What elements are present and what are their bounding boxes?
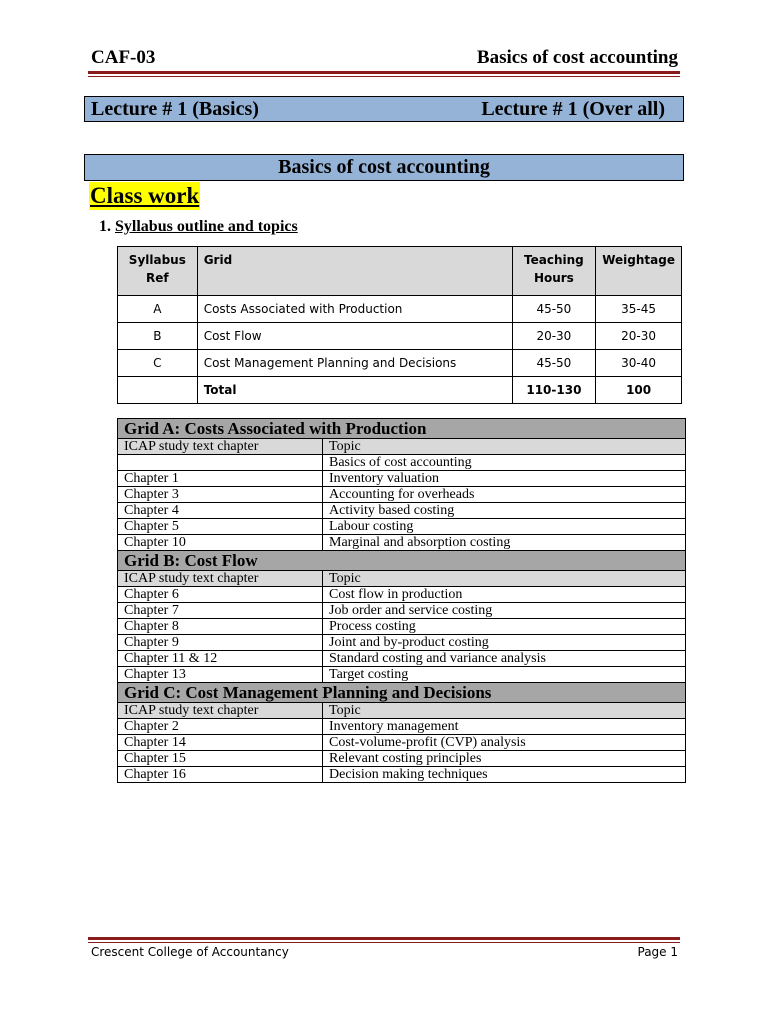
grid-title: Grid A: Costs Associated with Production bbox=[118, 419, 686, 439]
cell-chapter: Chapter 3 bbox=[118, 487, 323, 503]
cell-total-weight: 100 bbox=[596, 377, 682, 404]
table-row bbox=[118, 651, 686, 667]
cell-chapter: Chapter 14 bbox=[118, 735, 323, 751]
cell-topic: Accounting for overheads bbox=[323, 487, 686, 503]
cell-hours: 45-50 bbox=[512, 296, 596, 323]
cell-chapter: Chapter 13 bbox=[118, 667, 323, 683]
col-chapter: ICAP study text chapter bbox=[118, 439, 323, 455]
table-row bbox=[118, 735, 686, 751]
cell-chapter: Chapter 2 bbox=[118, 719, 323, 735]
cell-chapter: Chapter 8 bbox=[118, 619, 323, 635]
section-title: Basics of cost accounting bbox=[84, 154, 684, 181]
cell-ref: A bbox=[118, 296, 198, 323]
table-row bbox=[118, 487, 686, 503]
col-topic: Topic bbox=[323, 703, 686, 719]
grid-b-header bbox=[118, 551, 686, 571]
lecture-bar bbox=[84, 96, 684, 122]
table-row bbox=[118, 323, 682, 350]
cell-topic: Cost-volume-profit (CVP) analysis bbox=[323, 735, 686, 751]
col-chapter: ICAP study text chapter bbox=[118, 703, 323, 719]
cell-topic: Marginal and absorption costing bbox=[323, 535, 686, 551]
col-grid: Grid bbox=[197, 247, 512, 296]
cell-total-label: Total bbox=[197, 377, 512, 404]
cell-grid: Costs Associated with Production bbox=[197, 296, 512, 323]
list-item-syllabus bbox=[99, 218, 298, 236]
table-row bbox=[118, 667, 686, 683]
cell-hours: 45-50 bbox=[512, 350, 596, 377]
cell-chapter: Chapter 1 bbox=[118, 471, 323, 487]
table-row bbox=[118, 751, 686, 767]
cell-topic: Joint and by-product costing bbox=[323, 635, 686, 651]
grid-title: Grid C: Cost Management Planning and Decisions bbox=[118, 683, 686, 703]
cell-chapter: Chapter 6 bbox=[118, 587, 323, 603]
table-row bbox=[118, 603, 686, 619]
cell-chapter: Chapter 4 bbox=[118, 503, 323, 519]
table-row bbox=[118, 535, 686, 551]
cell-chapter: Chapter 15 bbox=[118, 751, 323, 767]
cell-topic: Decision making techniques bbox=[323, 767, 686, 783]
table-row-total bbox=[118, 377, 682, 404]
cell-topic: Process costing bbox=[323, 619, 686, 635]
table-row bbox=[118, 503, 686, 519]
cell-topic: Activity based costing bbox=[323, 503, 686, 519]
table-row bbox=[118, 587, 686, 603]
cell-weight: 35-45 bbox=[596, 296, 682, 323]
syllabus-header-row bbox=[118, 247, 682, 296]
cell-chapter: Chapter 5 bbox=[118, 519, 323, 535]
cell-chapter: Chapter 10 bbox=[118, 535, 323, 551]
cell-chapter bbox=[118, 455, 323, 471]
list-title: Syllabus outline and topics bbox=[115, 218, 298, 235]
footer-rule bbox=[88, 937, 680, 940]
cell-hours: 20-30 bbox=[512, 323, 596, 350]
col-syllabus-ref: Syllabus Ref bbox=[118, 247, 198, 296]
cell-topic: Cost flow in production bbox=[323, 587, 686, 603]
cell-weight: 20-30 bbox=[596, 323, 682, 350]
cell-chapter: Chapter 7 bbox=[118, 603, 323, 619]
cell-topic: Target costing bbox=[323, 667, 686, 683]
classwork-heading: Class work bbox=[90, 183, 200, 208]
cell-chapter: Chapter 16 bbox=[118, 767, 323, 783]
header-rule bbox=[88, 71, 680, 74]
footer-college: Crescent College of Accountancy bbox=[91, 945, 289, 959]
table-row bbox=[118, 519, 686, 535]
table-row bbox=[118, 635, 686, 651]
col-topic: Topic bbox=[323, 571, 686, 587]
table-row bbox=[118, 455, 686, 471]
col-chapter: ICAP study text chapter bbox=[118, 571, 323, 587]
table-row bbox=[118, 471, 686, 487]
lecture-overall: Lecture # 1 (Over all) bbox=[481, 98, 665, 120]
cell-topic: Relevant costing principles bbox=[323, 751, 686, 767]
header-course-code: CAF-03 bbox=[91, 47, 156, 68]
cell-chapter: Chapter 9 bbox=[118, 635, 323, 651]
grid-c-header bbox=[118, 683, 686, 703]
header-topic: Basics of cost accounting bbox=[476, 47, 678, 68]
col-topic: Topic bbox=[323, 439, 686, 455]
lecture-basics: Lecture # 1 (Basics) bbox=[91, 98, 259, 120]
cell-topic: Labour costing bbox=[323, 519, 686, 535]
list-number: 1. bbox=[99, 218, 111, 235]
grid-subheader bbox=[118, 703, 686, 719]
header-rule-thin bbox=[88, 76, 680, 77]
footer-rule-thin bbox=[88, 942, 680, 943]
grid-subheader bbox=[118, 439, 686, 455]
cell-total-hours: 110-130 bbox=[512, 377, 596, 404]
cell-topic: Standard costing and variance analysis bbox=[323, 651, 686, 667]
cell-grid: Cost Management Planning and Decisions bbox=[197, 350, 512, 377]
cell-ref bbox=[118, 377, 198, 404]
cell-chapter: Chapter 11 & 12 bbox=[118, 651, 323, 667]
cell-ref: C bbox=[118, 350, 198, 377]
col-weightage: Weightage bbox=[596, 247, 682, 296]
grid-subheader bbox=[118, 571, 686, 587]
cell-topic: Inventory management bbox=[323, 719, 686, 735]
col-teaching-hours: Teaching Hours bbox=[512, 247, 596, 296]
grid-a-header bbox=[118, 419, 686, 439]
cell-ref: B bbox=[118, 323, 198, 350]
cell-topic: Basics of cost accounting bbox=[323, 455, 686, 471]
cell-grid: Cost Flow bbox=[197, 323, 512, 350]
cell-topic: Inventory valuation bbox=[323, 471, 686, 487]
table-row bbox=[118, 767, 686, 783]
grid-topics-table bbox=[117, 418, 686, 783]
grid-title: Grid B: Cost Flow bbox=[118, 551, 686, 571]
syllabus-table bbox=[117, 246, 682, 404]
table-row bbox=[118, 619, 686, 635]
cell-topic: Job order and service costing bbox=[323, 603, 686, 619]
table-row bbox=[118, 350, 682, 377]
page-number: Page 1 bbox=[637, 945, 678, 959]
table-row bbox=[118, 296, 682, 323]
cell-weight: 30-40 bbox=[596, 350, 682, 377]
table-row bbox=[118, 719, 686, 735]
